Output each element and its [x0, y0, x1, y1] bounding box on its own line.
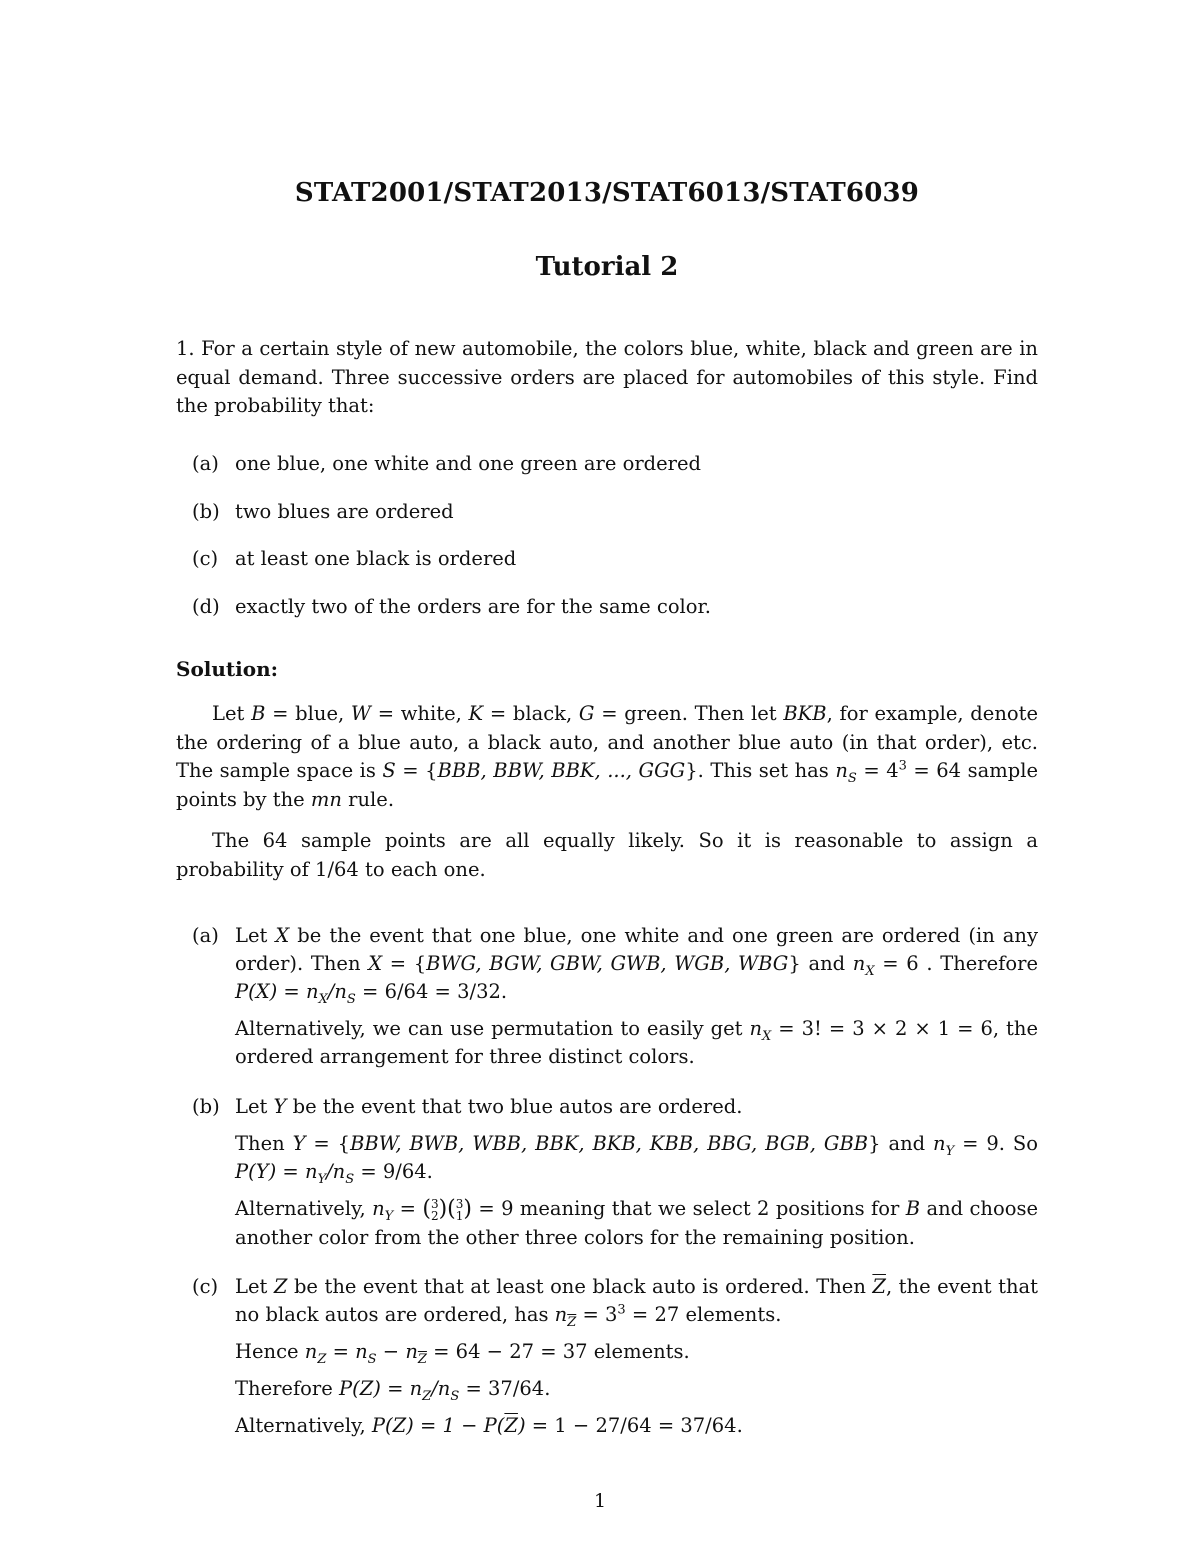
math-var: mn: [310, 787, 342, 811]
text: rule.: [341, 787, 395, 811]
math-sub: S: [847, 770, 857, 786]
text: = 9 meaning that we select 2 positions for: [471, 1197, 906, 1220]
math-var: Y: [273, 1095, 287, 1118]
text: = 37/64.: [459, 1377, 551, 1400]
math-var: B: [905, 1197, 921, 1220]
text: = 3! = 3 × 2 × 1 = 6, the ordered arrangement for three distinct colors.: [235, 1017, 1038, 1068]
text: Hence: [235, 1340, 305, 1363]
math-var: Z: [273, 1275, 288, 1298]
text: Let: [235, 1095, 274, 1118]
math-sub: Y: [945, 1143, 955, 1159]
math-expr: = n: [326, 1340, 368, 1363]
math-set: BWG, BGW, GBW, GWB, WGB, WBG: [426, 952, 789, 975]
math-sup: 3: [898, 758, 907, 774]
math-set: BBW, BWB, WBB, BBK, BKB, KBB, BBG, BGB, GBB: [350, 1132, 869, 1155]
math-var: S: [382, 759, 396, 782]
math-expr: P(Z) = 1 − P(: [371, 1414, 505, 1437]
solution-b-intro: [235, 1093, 1038, 1121]
text: = {: [395, 759, 438, 782]
solution-part-b: [176, 1093, 1038, 1252]
math-var: W: [350, 702, 371, 725]
text: = 27 elements.: [625, 1303, 782, 1326]
math-var: n: [835, 759, 848, 782]
text: be the event that two blue autos are ordered.: [286, 1095, 743, 1118]
math-sub: S: [367, 1351, 377, 1367]
math-var: n: [554, 1303, 568, 1326]
text: and choose another color from the other three colors for the remaining position.: [235, 1197, 1038, 1249]
binomial-coefficient: 3 2: [430, 1196, 439, 1223]
question-part-d: [176, 595, 1038, 643]
math-var: BKB: [783, 702, 827, 725]
text: = white,: [370, 702, 469, 725]
question-part-b: [176, 500, 1038, 548]
math-expr: /n: [326, 1160, 346, 1183]
math-sub: S: [346, 991, 356, 1007]
document-page: [176, 0, 1038, 1553]
math-expr: /n: [431, 1377, 451, 1400]
math-sub: Y: [384, 1208, 394, 1224]
part-label: (b): [192, 499, 220, 523]
question-1-parts: [176, 452, 1038, 642]
text: = 64 − 27 = 37 elements.: [426, 1340, 690, 1363]
solution-part-a: [176, 922, 1038, 1071]
math-var: n: [933, 1132, 946, 1155]
tutorial-title: Tutorial 2: [535, 252, 679, 282]
text: Alternatively,: [235, 1414, 372, 1437]
part-label: (a): [192, 452, 219, 475]
course-codes: STAT2001/STAT2013/STAT6013/STAT6039: [294, 178, 920, 208]
part-label: (d): [192, 594, 220, 618]
math-expr: P(X) = n: [235, 980, 319, 1003]
text: } and: [868, 1132, 934, 1155]
question-part-c: [176, 547, 1038, 595]
math-var: $\overline{Z}$: [872, 1275, 886, 1298]
math-sub: Y: [317, 1171, 327, 1187]
math-var: X: [275, 924, 290, 947]
math-sub: S: [345, 1171, 355, 1187]
math-var: n: [304, 1340, 318, 1363]
part-text: exactly two of the orders are for the same color.: [235, 594, 711, 618]
question-1-text: 1. For a certain style of new automobile, the colors blue, white, black and green are in equal demand. Three successive orders are placed for automobiles of this style. Find the probability that:: [176, 337, 1038, 417]
part-label: (c): [192, 1275, 219, 1298]
part-text: two blues are ordered: [235, 499, 454, 523]
math-var: K: [468, 702, 484, 725]
math-var: n: [852, 952, 866, 975]
part-text: one blue, one white and one green are ordered: [235, 452, 702, 475]
question-part-a: [176, 452, 1038, 500]
solution-part-c: [176, 1273, 1038, 1440]
math-sub: X: [318, 991, 328, 1007]
solution-heading: Solution:: [176, 657, 279, 681]
text: = 6 . Therefore: [874, 952, 1038, 975]
solution-a-alt: [235, 1015, 1038, 1071]
math-var: B: [251, 702, 266, 725]
math-expr: ): [517, 1414, 526, 1437]
math-sub: Z: [317, 1351, 327, 1367]
text: = black,: [483, 702, 579, 725]
part-label: (c): [192, 547, 219, 570]
math-sub: X: [865, 963, 875, 979]
text: =: [393, 1197, 423, 1220]
part-text: at least one black is ordered: [235, 547, 517, 570]
text: = 9/64.: [354, 1160, 433, 1183]
text: Alternatively,: [235, 1197, 373, 1220]
solution-c-therefore: [235, 1375, 1038, 1403]
solution-c-hence: [235, 1338, 1038, 1366]
text: = 6/64 = 3/32.: [355, 980, 508, 1003]
math-sub: Z: [417, 1351, 427, 1367]
math-expr: P(Y) = n: [235, 1160, 318, 1183]
solution-intro: [176, 700, 1038, 814]
solution-a-main: [235, 922, 1038, 1006]
math-var: Y: [292, 1132, 306, 1155]
text: , the event that no black autos are ordered, has: [235, 1275, 1039, 1326]
math-expr: − n: [376, 1340, 418, 1363]
solution-b-main: [235, 1130, 1038, 1186]
math-sub: X: [762, 1028, 772, 1044]
text: = 9. So: [954, 1132, 1039, 1155]
math-sub: Z: [567, 1314, 577, 1330]
math-sub: S: [450, 1388, 460, 1404]
math-expr: /n: [327, 980, 347, 1003]
text: = 1 − 27/64 = 37/64.: [525, 1414, 743, 1437]
text: = 4: [856, 759, 899, 782]
solution-likely: The 64 sample points are all equally likely. So it is reasonable to assign a probability of 1/64 to each one.: [176, 829, 1038, 881]
solution-b-alt: Alternatively, $n_Y$ = ( 3 2 )( 3 1 ) = 9 meaning that we select 2 positions for B and choose another color from the other three colors for the remaining position.: [235, 1196, 1038, 1249]
text: = {: [305, 1132, 351, 1155]
text: be the event that at least one black auto is ordered. Then: [287, 1275, 873, 1298]
math-expr: P(Z) = n: [338, 1377, 423, 1400]
solution-c-main: [235, 1273, 1038, 1329]
math-var: n: [372, 1197, 385, 1220]
text: be the event that one blue, one white and one green are ordered (in any order). Then: [235, 924, 1038, 975]
text: , for example, denote the ordering of a blue auto, a black auto, and another blue auto (in that order), etc. The sample space is: [176, 702, 1039, 782]
text: = green. Then let: [594, 702, 784, 725]
text: Then: [235, 1132, 293, 1155]
math-set: BBB, BBW, BBK, ..., GGG: [437, 759, 686, 782]
text: } and: [788, 952, 853, 975]
text: = 3: [576, 1303, 618, 1326]
page-number: 1: [593, 1490, 607, 1512]
text: Let: [212, 702, 245, 725]
math-var: n: [749, 1017, 763, 1040]
text: = blue,: [265, 702, 351, 725]
solution-c-alt: [235, 1412, 1038, 1440]
text: = {: [382, 952, 427, 975]
math-var: $\overline{Z}$: [504, 1414, 518, 1437]
text: Therefore: [235, 1377, 339, 1400]
text: Alternatively, we can use permutation to easily get: [235, 1017, 750, 1040]
text: Let: [235, 1275, 274, 1298]
text: Let: [235, 924, 276, 947]
text: }. This set has: [685, 759, 836, 782]
math-var: G: [578, 702, 595, 725]
part-label: (a): [192, 924, 219, 947]
math-sup: 3: [617, 1302, 626, 1318]
math-var: X: [368, 952, 383, 975]
binomial-coefficient: 3 1: [455, 1196, 464, 1223]
math-sub: Z: [422, 1388, 432, 1404]
text: = 64 sample points by the: [176, 759, 1038, 811]
part-label: (b): [192, 1095, 220, 1118]
